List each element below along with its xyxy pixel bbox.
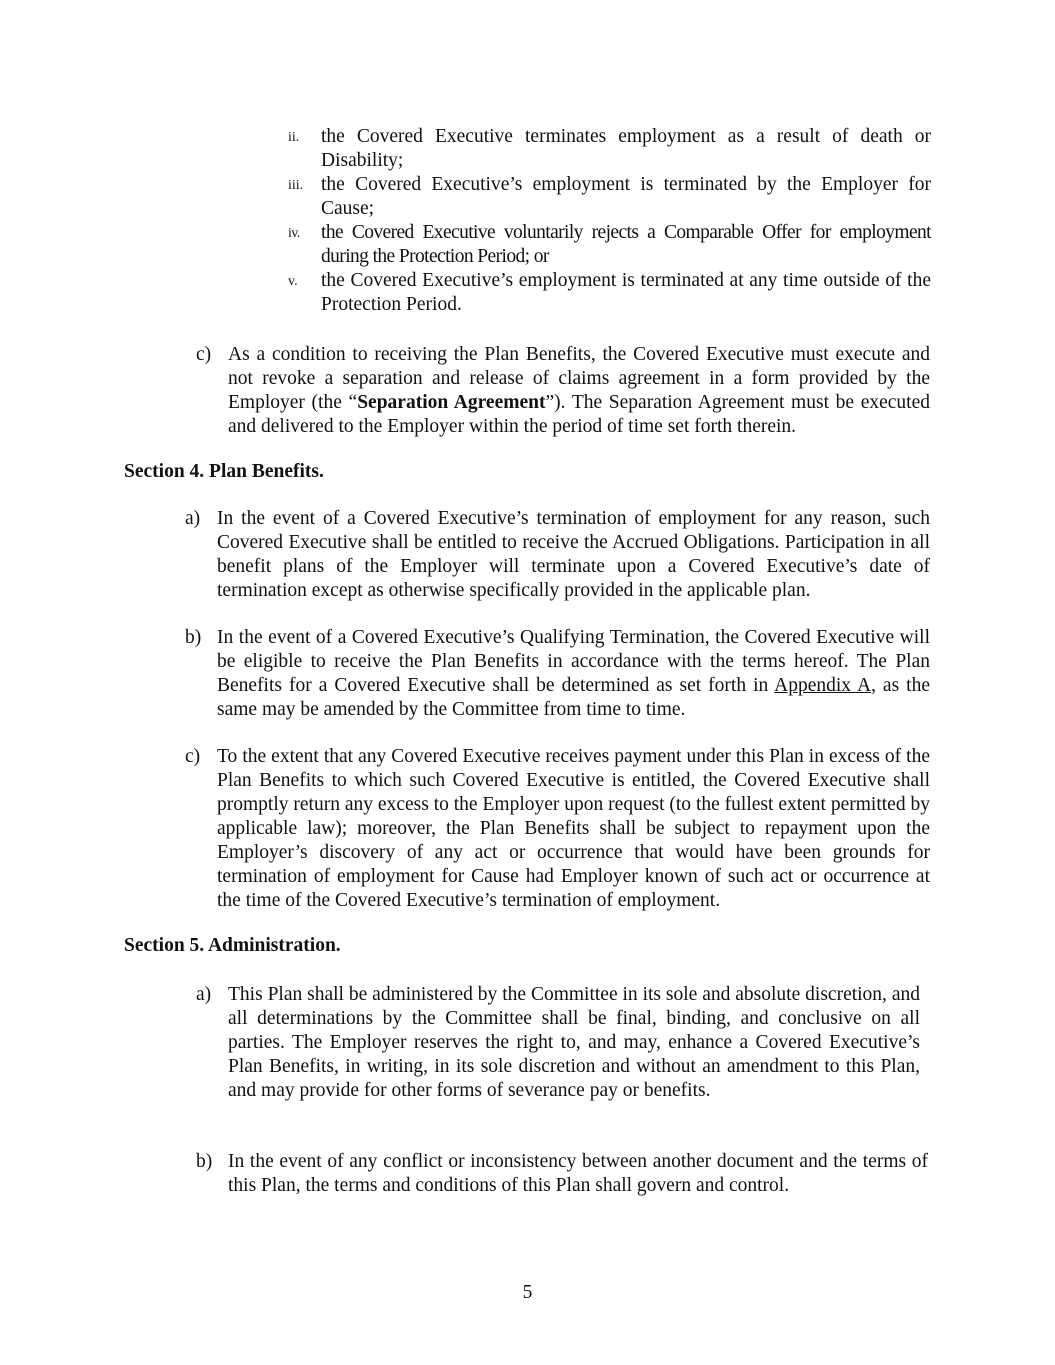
- defined-term-separation-agreement: Separation Agreement: [357, 392, 546, 413]
- paragraph-text-end: , as the same may be amended by the Committee from time to time.: [217, 675, 930, 720]
- list-item-ii: [288, 125, 931, 173]
- list-marker: v.: [288, 274, 298, 289]
- list-marker: c): [185, 746, 201, 767]
- paragraph-text-start: In the event of a Covered Executive’s Qualifying Termination, the Covered Executive will be eligible to receive the Plan Benefits in accordance with the terms hereof. The Plan Benefits for a Covered Executive shall be determined as set forth in: [217, 627, 930, 696]
- list-item-iv: [288, 221, 931, 269]
- section5-item-a: [196, 983, 920, 1103]
- list-marker: c): [196, 344, 212, 365]
- list-marker: a): [185, 508, 201, 529]
- list-item-text: the Covered Executive’s employment is terminated at any time outside of the Protection Period.: [321, 270, 931, 315]
- paragraph-text: This Plan shall be administered by the Committee in its sole and absolute discretion, and all determinations by the Committee shall be final, binding, and conclusive on all parties. The Employer reserves the right to, and may, enhance a Covered Executive’s Plan Benefits, in writing, in its sole discretion and without an amendment to this Plan, and may provide for other forms of severance pay or benefits.: [228, 984, 920, 1101]
- section-5-heading: Section 5. Administration.: [124, 935, 341, 956]
- paragraph-text: In the event of any conflict or inconsistency between another document and the terms of this Plan, the terms and conditions of this Plan shall govern and control.: [228, 1151, 928, 1196]
- list-item-text: the Covered Executive terminates employment as a result of death or Disability;: [321, 126, 931, 171]
- paragraph-text: In the event of a Covered Executive’s termination of employment for any reason, such Covered Executive shall be entitled to receive the Accrued Obligations. Participation in all benefit plans of the Employer will terminate upon a Covered Executive’s date of termination except as otherwise specifically provided in the applicable plan.: [217, 508, 930, 601]
- paragraph-text-end: ”). The Separation Agreement must be executed and delivered to the Employer within the period of time set forth therein.: [228, 392, 930, 437]
- appendix-a-link[interactable]: Appendix A: [774, 675, 872, 696]
- list-marker: b): [196, 1151, 213, 1172]
- list-item-v: [288, 269, 931, 317]
- section4-item-c: [185, 745, 930, 913]
- list-marker: iv.: [288, 226, 300, 241]
- page-number: 5: [522, 1282, 533, 1303]
- list-item-iii: [288, 173, 931, 221]
- list-marker: ii.: [288, 130, 300, 145]
- list-marker: iii.: [288, 178, 304, 193]
- list-item-text: the Covered Executive’s employment is terminated by the Employer for Cause;: [321, 174, 931, 219]
- paragraph-text-start: As a condition to receiving the Plan Benefits, the Covered Executive must execute and not revoke a separation and release of claims agreement in a form provided by the Employer (the “: [228, 344, 930, 413]
- list-item-text: the Covered Executive voluntarily rejects a Comparable Offer for employment during the Protection Period; or: [321, 222, 931, 267]
- section5-item-b: [196, 1150, 928, 1198]
- section4-item-b: [185, 626, 930, 722]
- section-4-heading: Section 4. Plan Benefits.: [124, 461, 324, 482]
- section4-item-a: [185, 507, 930, 603]
- paragraph-text: To the extent that any Covered Executive receives payment under this Plan in excess of the Plan Benefits to which such Covered Executive is entitled, the Covered Executive shall promptly return any excess to the Employer upon request (to the fullest extent permitted by applicable law); moreover, the Plan Benefits shall be subject to repayment upon the Employer’s discovery of any act or occurrence that would have been grounds for termination of employment for Cause had Employer known of such act or occurrence at the time of the Covered Executive’s termination of employment.: [217, 746, 930, 911]
- list-marker: b): [185, 627, 202, 648]
- list-marker: a): [196, 984, 212, 1005]
- section3-item-c: [196, 343, 930, 439]
